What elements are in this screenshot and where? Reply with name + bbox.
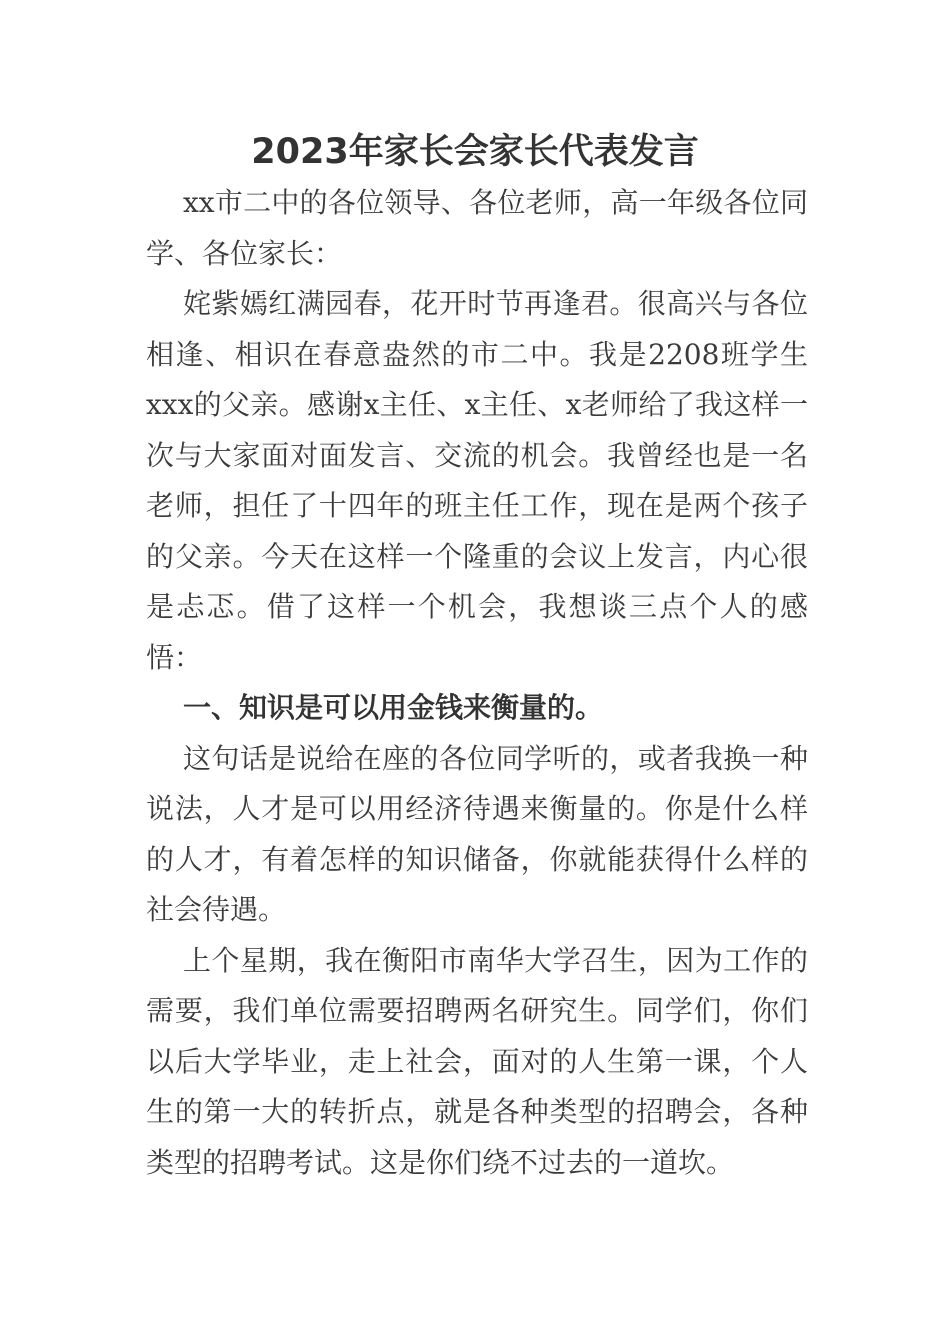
document-title: 2023年家长会家长代表发言 <box>251 132 699 172</box>
greeting-paragraph: xx市二中的各位领导、各位老师，高一年级各位同学、各位家长： <box>146 186 808 270</box>
intro-paragraph: 姹紫嫣红满园春，花开时节再逢君。很高兴与各位相逢、相识在春意盎然的市二中。我是2208班学生xxx的父亲。感谢x主任、x主任、x老师给了我这样一次与大家面对面发言、交流的机会。我曾经也是一名老师，担任了十四年的班主任工作，现在是两个孩子的父亲。今天在这样一个隆重的会议上发言，内心很是忐忑。借了这样一个机会，我想谈三点个人的感悟： <box>146 287 808 674</box>
section-paragraph: 这句话是说给在座的各位同学听的，或者我换一种说法，人才是可以用经济待遇来衡量的。你是什么样的人才，有着怎样的知识储备，你就能获得什么样的社会待遇。 <box>146 741 808 926</box>
section-heading: 一、知识是可以用金钱来衡量的。 <box>183 691 604 724</box>
section-paragraph: 上个星期，我在衡阳市南华大学召生，因为工作的需要，我们单位需要招聘两名研究生。同学们，你们以后大学毕业，走上社会，面对的人生第一课，个人生的第一大的转折点，就是各种类型的招聘会，各种类型的招聘考试。这是你们绕不过去的一道坎。 <box>146 943 808 1179</box>
document-body <box>146 178 808 1188</box>
